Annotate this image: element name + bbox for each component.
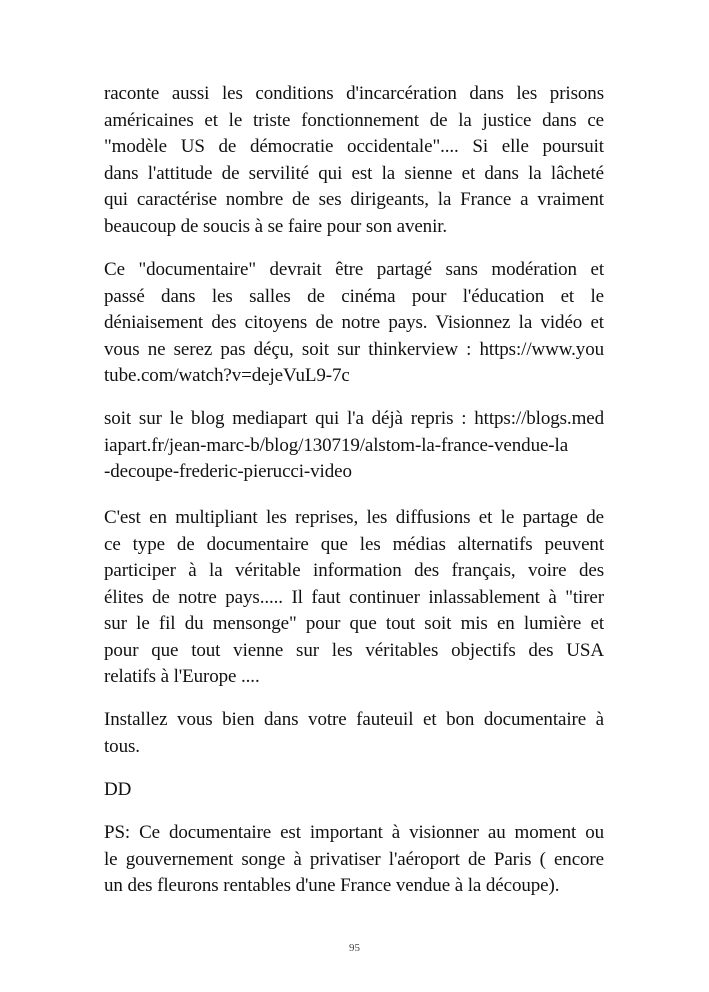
text-line: relatifs à l'Europe .... <box>104 666 260 687</box>
text-line: vous ne serez pas déçu, soit sur thinkerview : https://www.you <box>104 338 604 360</box>
paragraph-mediapart-link <box>104 406 604 486</box>
paragraph-share-documentary <box>104 257 604 390</box>
text-line: soit sur le blog mediapart qui l'a déjà repris : https://blogs.med <box>104 408 604 429</box>
text-line: Ce "documentaire" devrait être partagé sans modération et <box>104 259 604 280</box>
text-line: passé dans les salles de cinéma pour l'éducation et le <box>104 285 604 307</box>
text-line: raconte aussi les conditions d'incarcération dans les prisons <box>104 83 604 104</box>
paragraph-alternative-media <box>104 505 604 691</box>
paragraph-prison-conditions <box>104 81 604 240</box>
text-line: participer à la véritable information des français, voire des <box>104 560 604 581</box>
text-line: beaucoup de soucis à se faire pour son avenir. <box>104 215 448 237</box>
text-line: C'est en multipliant les reprises, les diffusions et le partage de <box>104 507 604 528</box>
text-line: ce type de documentaire que les médias alternatifs peuvent <box>104 533 604 555</box>
text-line: américaines et le triste fonctionnement de la justice dans ce <box>104 109 604 131</box>
paragraph-install-yourself <box>104 707 604 760</box>
text-line: Installez vous bien dans votre fauteuil et bon documentaire à <box>104 709 604 730</box>
text-line: tube.com/watch?v=dejeVuL9-7c <box>104 365 350 386</box>
text-line: -decoupe-frederic-pierucci-video <box>104 461 352 482</box>
text-line: DD <box>104 779 132 800</box>
text-line: iapart.fr/jean-marc-b/blog/130719/alstom-la-france-vendue-la <box>104 434 569 456</box>
text-line: tous. <box>104 735 140 757</box>
text-line: qui caractérise nombre de ses dirigeants, la France a vraiment <box>104 189 604 210</box>
text-line: pour que tout vienne sur les véritables objectifs des USA <box>104 639 604 661</box>
text-line: déniaisement des citoyens de notre pays. Visionnez la vidéo et <box>104 312 604 333</box>
text-line: sur le fil du mensonge" pour que tout soit mis en lumière et <box>104 613 604 634</box>
paragraph-postscript <box>104 820 604 900</box>
page-number: 95 <box>349 942 360 954</box>
text-line: un des fleurons rentables d'une France vendue à la découpe). <box>104 875 560 896</box>
text-line: élites de notre pays..... Il faut continuer inlassablement à "tirer <box>104 586 604 608</box>
text-line: dans l'attitude de servilité qui est la sienne et dans la lâcheté <box>104 162 604 184</box>
text-line: "modèle US de démocratie occidentale".... Si elle poursuit <box>104 136 604 157</box>
text-line: PS: Ce documentaire est important à visionner au moment ou <box>104 822 604 843</box>
text-line: le gouvernement songe à privatiser l'aéroport de Paris ( encore <box>104 848 604 870</box>
signature-initials <box>104 777 604 804</box>
